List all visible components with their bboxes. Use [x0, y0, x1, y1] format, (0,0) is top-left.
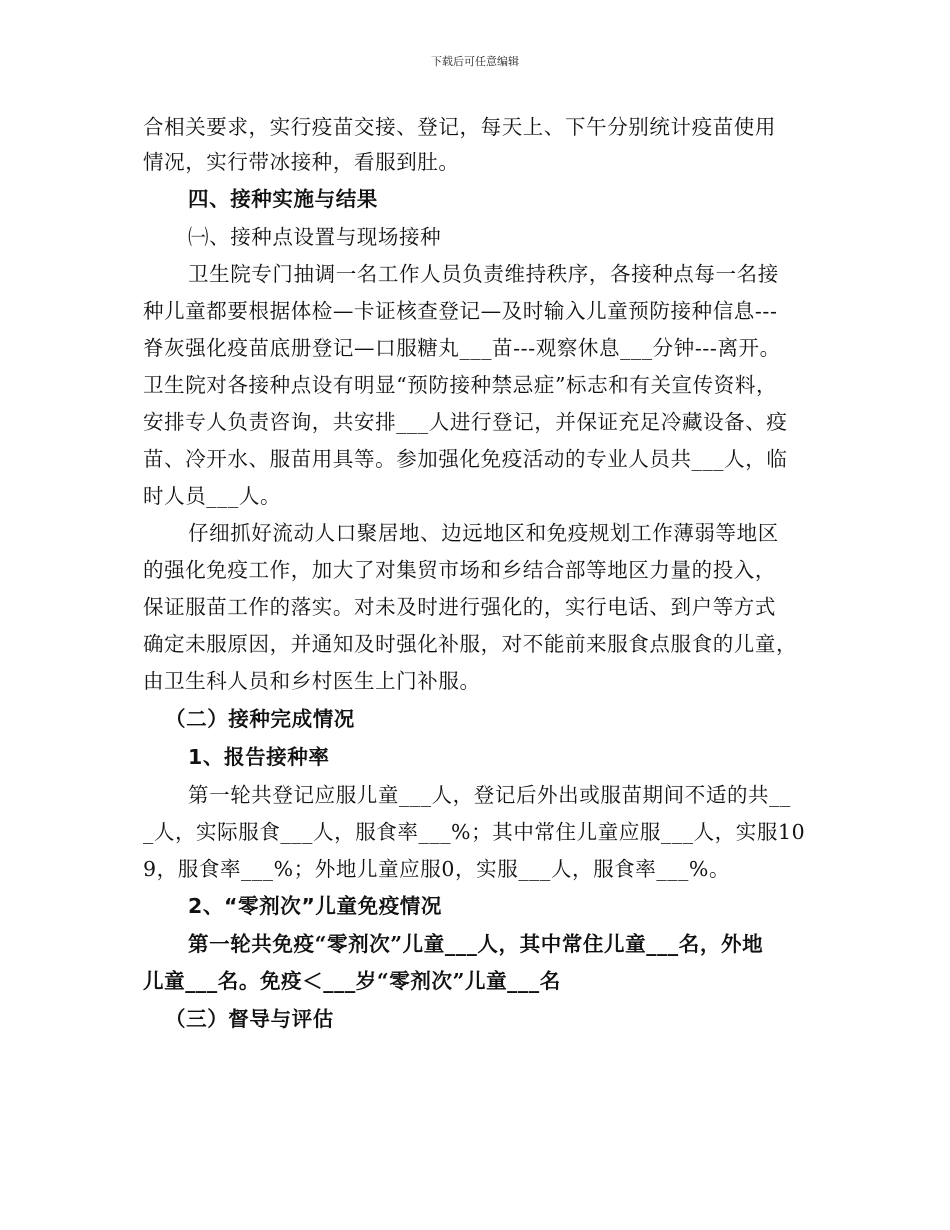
header-note: 下载后可任意编辑 — [431, 55, 519, 68]
section-heading: 四、接种实施与结果 — [188, 187, 378, 211]
paragraph-line: 卫生院专门抽调一名工作人员负责维持秩序，各接种点每一名接 — [188, 262, 779, 286]
paragraph-line: 种儿童都要根据体检—卡证核查登记—及时输入儿童预防接种信息--- — [143, 299, 778, 323]
paragraph-line: 仔细抓好流动人口聚居地、边远地区和免疫规划工作薄弱等地区 — [188, 521, 779, 545]
paragraph-line: 9，服食率___%；外地儿童应服0，实服___人，服食率___%。 — [143, 857, 731, 881]
paragraph-line: 第一轮共登记应服儿童___人，登记后外出或服苗期间不适的共__ — [188, 783, 791, 807]
paragraph-line: 由卫生科人员和乡村医生上门补服。 — [143, 669, 481, 693]
subsection-heading: 1、报告接种率 — [188, 745, 330, 769]
paragraph-line: _人，实际服食___人，服食率___%；其中常住儿童应服___人，实服10 — [143, 820, 806, 844]
paragraph-line: 的强化免疫工作，加大了对集贸市场和乡结合部等地区力量的投入， — [143, 558, 776, 582]
paragraph-line: 脊灰强化疫苗底册登记—口服糖丸___苗---观察休息___分钟---离开。 — [143, 336, 781, 360]
subsection-heading: （三）督导与评估 — [165, 1007, 334, 1031]
subsection-heading: ㈠、接种点设置与现场接种 — [188, 225, 442, 249]
paragraph-line: 确定未服原因，并通知及时强化补服，对不能前来服食点服食的儿童， — [143, 632, 798, 656]
subsection-heading: 2、“零剂次”儿童免疫情况 — [188, 894, 443, 918]
paragraph-line: 卫生院对各接种点设有明显“预防接种禁忌症”标志和有关宣传资料， — [143, 373, 778, 397]
paragraph-line: 合相关要求，实行疫苗交接、登记，每天上、下午分别统计疫苗使用 — [143, 115, 776, 139]
paragraph-line: 儿童___名。免疫＜___岁“零剂次”儿童___名 — [143, 969, 561, 993]
subsection-heading: （二）接种完成情况 — [165, 707, 355, 731]
paragraph-line: 安排专人负责咨询，共安排___人进行登记，并保证充足冷藏设备、疫 — [143, 410, 788, 434]
paragraph-line: 保证服苗工作的落实。对未及时进行强化的，实行电话、到户等方式 — [143, 595, 776, 619]
paragraph-line: 苗、冷开水、服苗用具等。参加强化免疫活动的专业人员共___人，临 — [143, 447, 788, 471]
paragraph-line: 第一轮共免疫“零剂次”儿童___人，其中常住儿童___名，外地 — [188, 932, 764, 956]
paragraph-line: 时人员___人。 — [143, 484, 282, 508]
paragraph-line: 情况，实行带冰接种，看服到肚。 — [143, 150, 460, 174]
